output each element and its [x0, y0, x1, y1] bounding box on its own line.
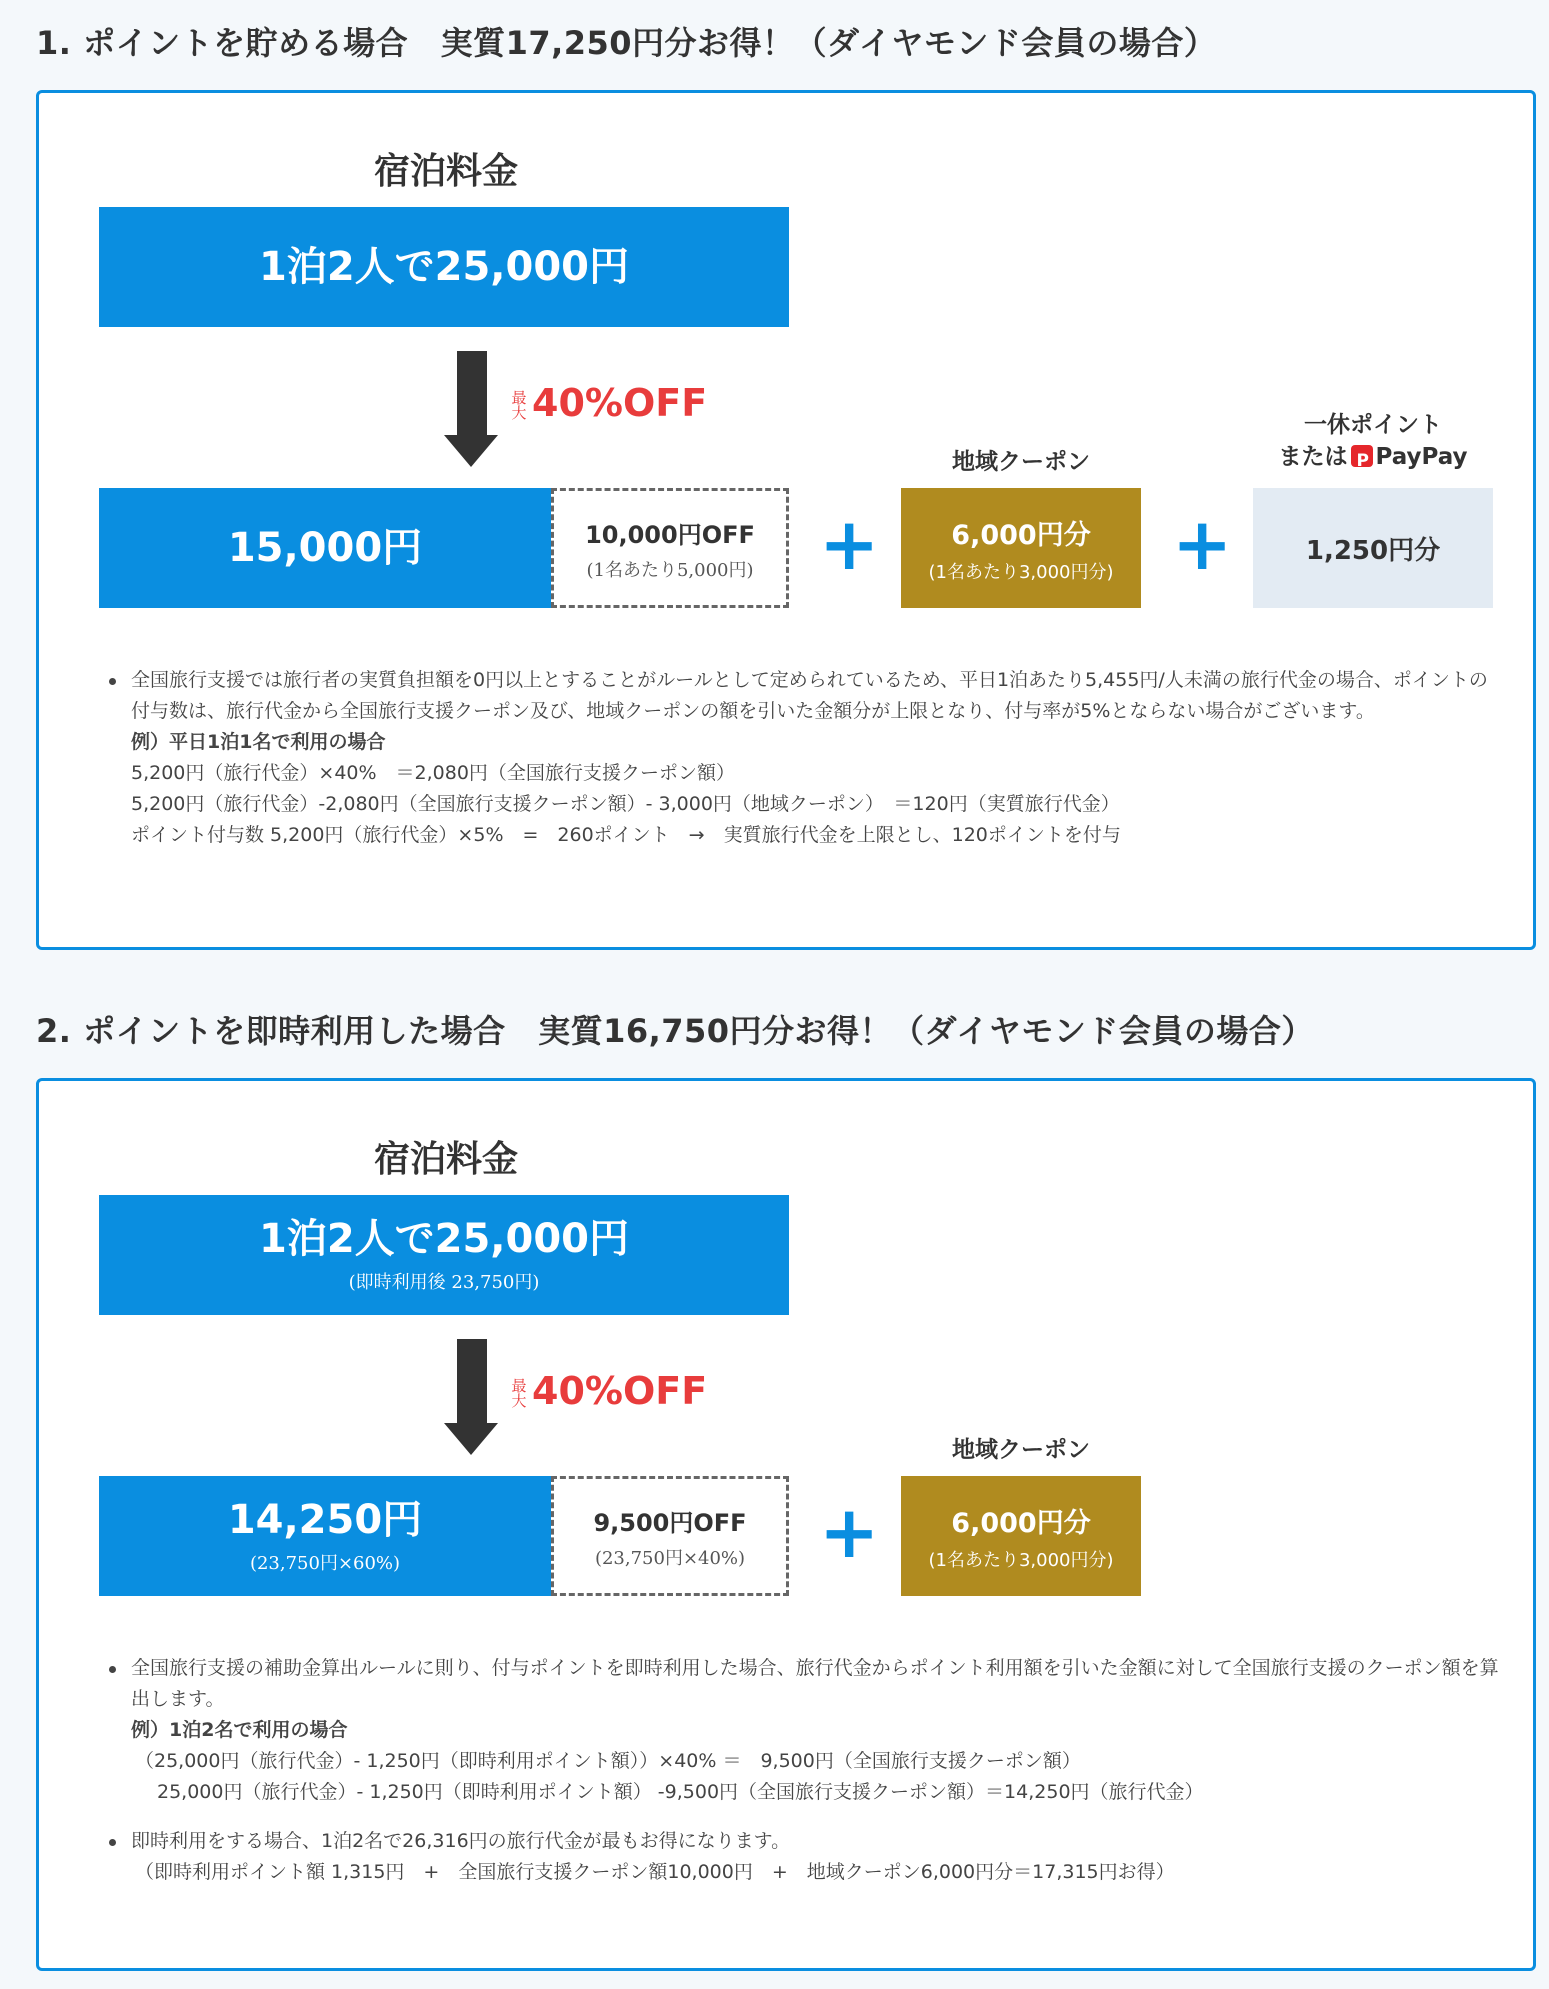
points-label-or: または [1278, 444, 1348, 470]
discount-prefix: 最大 [511, 1377, 527, 1410]
result-price-text: 14,250円 [227, 1497, 423, 1543]
example-title: 例）1泊2名で利用の場合 [131, 1719, 348, 1741]
example-line-3: ポイント付与数 5,200円（旅行代金）×5% = 260ポイント → 実質旅行代金を上限とし、120ポイントを付与 [131, 824, 1121, 846]
result-price-text: 15,000円 [227, 525, 423, 571]
example-line-1: （25,000円（旅行代金）- 1,250円（即時利用ポイント額））×40% ＝ 9,500円（全国旅行支援クーポン額） [135, 1750, 1081, 1772]
section2-heading: 2. ポイントを即時利用した場合 実質16,750円分お得！（ダイヤモンド会員の場合） [36, 1012, 1314, 1050]
price-box [99, 207, 789, 327]
note-item [103, 1826, 1503, 1888]
price-box-sub: (即時利用後 23,750円) [348, 1272, 540, 1293]
coupon-sub: (1名あたり3,000円分) [928, 1549, 1114, 1571]
example-line-2: 25,000円（旅行代金）- 1,250円（即時利用ポイント額） -9,500円（全国旅行支援クーポン額）＝14,250円（旅行代金） [157, 1781, 1204, 1803]
off-amount-box [551, 1476, 789, 1596]
plus-icon: + [819, 502, 880, 586]
coupon-label: 地域クーポン [952, 449, 1090, 475]
points-value: 1,250円分 [1305, 535, 1441, 566]
discount-label: 40%OFF [532, 381, 708, 425]
stay-price-label: 宿泊料金 [373, 151, 518, 192]
plus-icon: + [819, 1490, 880, 1574]
discount-prefix: 最大 [511, 389, 527, 422]
example-line-1: 5,200円（旅行代金）×40% ＝2,080円（全国旅行支援クーポン額） [131, 762, 735, 784]
section1-card [36, 90, 1536, 950]
note-text: 即時利用をする場合、1泊2名で26,316円の旅行代金が最もお得になります。 [131, 1830, 791, 1852]
points-label-line2 [1253, 441, 1493, 473]
stay-price-label: 宿泊料金 [373, 1139, 518, 1180]
example-title: 例）平日1泊1名で利用の場合 [131, 731, 386, 753]
coupon-sub: (1名あたり3,000円分) [928, 561, 1114, 583]
paypay-text: PayPay [1375, 444, 1468, 470]
plus-icon-2: + [1172, 502, 1233, 586]
paypay-logo-icon [1351, 445, 1373, 467]
off-amount-sub: (23,750円×40%) [594, 1547, 746, 1569]
down-arrow-icon [444, 1339, 500, 1455]
price-box-text: 1泊2人で25,000円 [258, 244, 630, 290]
note-item [103, 1653, 1503, 1808]
coupon-box [901, 488, 1141, 608]
coupon-title: 6,000円分 [951, 519, 1091, 551]
off-amount-title: 10,000円OFF [585, 520, 755, 549]
note-text: 全国旅行支援の補助金算出ルールに則り、付与ポイントを即時利用した場合、旅行代金からポイント利用額を引いた金額に対して全国旅行支援のクーポン額を算出します。 [131, 1657, 1499, 1710]
result-price-sub: (23,750円×60%) [249, 1553, 401, 1574]
discount-label: 40%OFF [532, 1369, 708, 1413]
coupon-label: 地域クーポン [952, 1437, 1090, 1463]
example-line-2: 5,200円（旅行代金）-2,080円（全国旅行支援クーポン額）- 3,000円（地域クーポン） ＝120円（実質旅行代金） [131, 793, 1120, 815]
section2-notes [103, 1653, 1503, 1888]
price-box-text: 1泊2人で25,000円 [258, 1216, 630, 1262]
off-amount-sub: (1名あたり5,000円) [586, 559, 754, 581]
section1-heading: 1. ポイントを貯める場合 実質17,250円分お得！（ダイヤモンド会員の場合） [36, 24, 1217, 62]
note-text: 全国旅行支援では旅行者の実質負担額を0円以上とすることがルールとして定められているため、平日1泊あたり5,455円/人未満の旅行代金の場合、ポイントの付与数は、旅行代金から全国旅行支援クーポン及び、地域クーポンの額を引いた金額分が上限となり、付与率が5%とならない場合がございます。 [131, 669, 1488, 722]
section1-notes [103, 665, 1503, 851]
result-price-box [99, 488, 551, 608]
points-label-line1: 一休ポイント [1304, 412, 1442, 438]
price-box [99, 1195, 789, 1315]
note-item [103, 665, 1503, 851]
points-label [1253, 409, 1493, 473]
coupon-title: 6,000円分 [951, 1507, 1091, 1539]
points-box [1253, 488, 1493, 608]
note-subtext: （即時利用ポイント額 1,315円 + 全国旅行支援クーポン額10,000円 + 地域クーポン6,000円分＝17,315円お得） [135, 1861, 1175, 1883]
off-amount-title: 9,500円OFF [593, 1508, 747, 1537]
off-amount-box [551, 488, 789, 608]
result-price-box [99, 1476, 551, 1596]
down-arrow-icon [444, 351, 500, 467]
section2-card [36, 1078, 1536, 1971]
coupon-box [901, 1476, 1141, 1596]
